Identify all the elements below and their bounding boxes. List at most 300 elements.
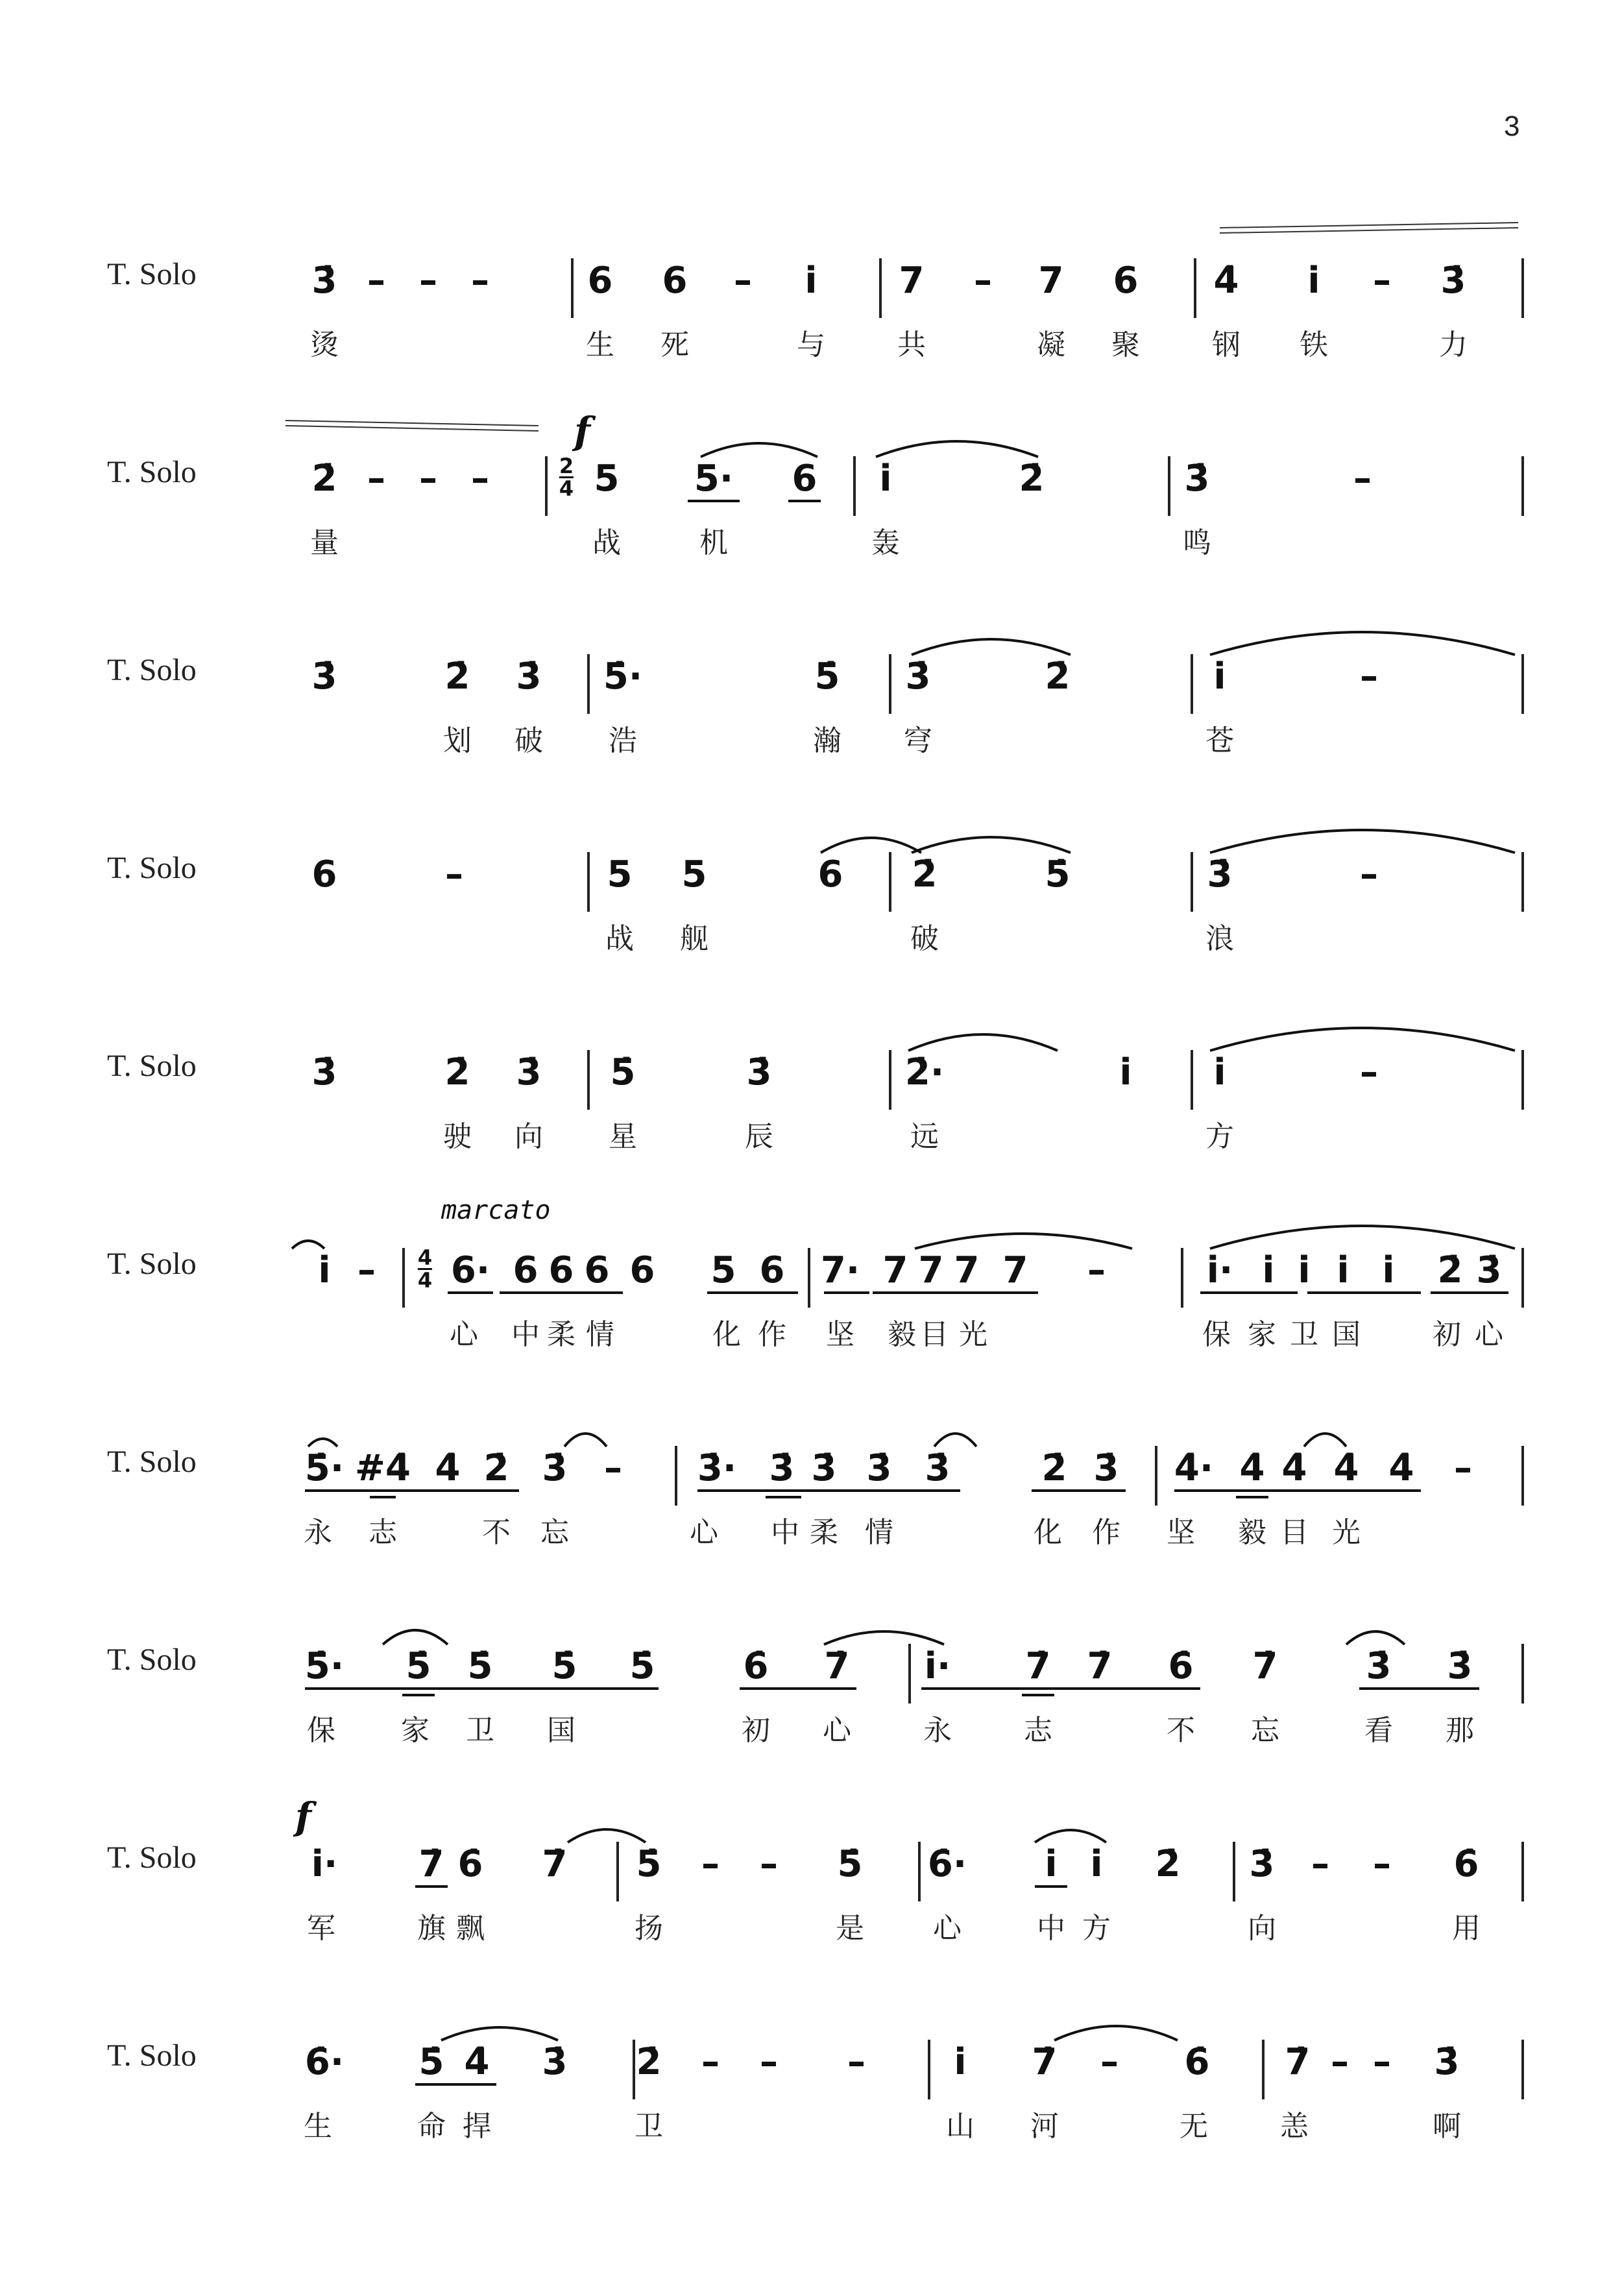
note: 6 (311, 853, 337, 896)
part-label: T. Solo (107, 1049, 197, 1083)
note: 6 (792, 458, 817, 500)
lyric-syllable: 破 (910, 922, 939, 955)
slur (1304, 1434, 1346, 1447)
note: 6 (587, 260, 613, 302)
note: 6· (450, 1249, 490, 1291)
lyric-syllable: 心 (690, 1516, 718, 1549)
lyric-syllable: 苍 (1205, 724, 1234, 757)
slur (308, 1439, 337, 1447)
lyric-syllable: 永 (304, 1516, 332, 1549)
barline (587, 852, 590, 912)
lyric-syllable: 卫 (466, 1714, 494, 1747)
score-system (0, 214, 1622, 409)
note: 7̇ (1032, 2041, 1058, 2083)
note: 7̇ (542, 1843, 568, 1885)
slur (876, 441, 1038, 457)
hairpin-line (1220, 223, 1518, 228)
note: 2̇ (444, 1051, 470, 1093)
barline (1521, 1644, 1524, 1704)
note: 2̇ (483, 1447, 509, 1489)
barline (889, 654, 891, 714)
note: 5̇ (551, 1645, 577, 1687)
note: 7̇ (1087, 1645, 1113, 1687)
extension-dash: – (419, 458, 437, 500)
note: 3̇ (1366, 1645, 1392, 1687)
barline (808, 1248, 810, 1308)
extension-dash: – (1360, 655, 1378, 698)
note: 4̇ (1388, 1447, 1414, 1489)
score-system (0, 409, 1622, 607)
lyric-syllable: 情 (586, 1318, 614, 1351)
note: i̇ (1119, 1051, 1132, 1093)
note: 7̇ (1025, 1645, 1051, 1687)
extension-dash: – (1311, 1843, 1329, 1885)
extension-dash: – (367, 260, 385, 302)
note: 3̇ (516, 655, 542, 698)
lyric-syllable: 化 (1034, 1516, 1062, 1549)
lyric-syllable: 远 (910, 1120, 939, 1153)
note: 7̇ (824, 1645, 850, 1687)
note: i̇ (1337, 1249, 1350, 1291)
slur (934, 1434, 976, 1447)
lyric-syllable: 目 (920, 1318, 949, 1351)
lyric-syllable: 目 (1280, 1516, 1309, 1549)
slur (824, 1631, 944, 1644)
lyric-syllable: 战 (592, 526, 621, 559)
note: 3̇ (1434, 2041, 1460, 2083)
lyric-syllable: 星 (609, 1120, 637, 1153)
slur (292, 1241, 324, 1249)
notation-marks (0, 1402, 1622, 1596)
barline (1521, 1842, 1524, 1901)
notation-marks (0, 610, 1622, 805)
extension-dash: – (760, 1843, 778, 1885)
note: 6̇ (743, 1645, 769, 1687)
note: i̇ (1307, 260, 1320, 302)
slur (1346, 1631, 1405, 1644)
lyric-syllable: 心 (823, 1714, 851, 1747)
lyric-syllable: 心 (933, 1912, 962, 1945)
note: 5̇ (610, 1051, 636, 1093)
barline (675, 1446, 677, 1506)
note: 2̇· (904, 1051, 945, 1093)
lyric-syllable: 聚 (1111, 328, 1140, 361)
score-system (0, 1006, 1622, 1201)
note: 4̇ (1333, 1447, 1359, 1489)
lyric-syllable: 生 (304, 2110, 332, 2143)
note: 3̇ (311, 260, 337, 302)
note: 7 (1038, 260, 1064, 302)
notation-marks (0, 214, 1622, 409)
note: 5̇· (603, 655, 643, 698)
note: 2̇ (1155, 1843, 1181, 1885)
time-signature: 2 4 (559, 454, 574, 501)
lyric-syllable: 军 (307, 1912, 335, 1945)
lyric-syllable: 河 (1030, 2110, 1059, 2143)
note: 5 (710, 1249, 736, 1291)
extension-dash: – (701, 1843, 720, 1885)
lyric-syllable: 不 (1167, 1714, 1195, 1747)
lyric-syllable: 方 (1082, 1912, 1111, 1945)
note: 2̇ (1041, 1447, 1067, 1489)
slur (912, 837, 1071, 853)
lyric-syllable: 忘 (540, 1516, 569, 1549)
barline (1521, 852, 1524, 912)
extension-dash: – (1373, 260, 1391, 302)
slur (701, 443, 817, 457)
lyric-syllable: 辰 (745, 1120, 773, 1153)
lyric-syllable: 家 (401, 1714, 430, 1747)
barline (1262, 2040, 1265, 2099)
part-label: T. Solo (107, 653, 197, 687)
lyric-syllable: 坚 (1167, 1516, 1195, 1549)
barline (1191, 852, 1193, 912)
lyric-syllable: 坚 (826, 1318, 854, 1351)
hairpin-line (285, 421, 539, 426)
lyric-syllable: 机 (699, 526, 728, 559)
slur (1210, 632, 1515, 655)
note: 6 (548, 1249, 574, 1291)
extension-dash: – (419, 260, 437, 302)
lyric-syllable: 中 (771, 1516, 799, 1549)
extension-dash: – (367, 458, 385, 500)
lyric-syllable: 向 (514, 1120, 543, 1153)
extension-dash: – (445, 853, 463, 896)
lyric-syllable: 永 (923, 1714, 952, 1747)
lyric-syllable: 旗 (417, 1912, 446, 1945)
lyric-syllable: 死 (660, 328, 689, 361)
note: 6̇ (1168, 1645, 1194, 1687)
lyric-syllable: 心 (1475, 1318, 1503, 1351)
note: 3̇ (311, 1051, 337, 1093)
extension-dash: – (1373, 2041, 1391, 2083)
lyric-syllable: 烫 (310, 328, 339, 361)
lyric-syllable: 战 (605, 922, 634, 955)
lyric-syllable: 量 (310, 526, 339, 559)
note: i̇ (1213, 655, 1226, 698)
part-label: T. Solo (107, 1840, 197, 1875)
extension-dash: – (1454, 1447, 1472, 1489)
barline (853, 456, 856, 516)
lyric-syllable: 山 (946, 2110, 974, 2143)
barline (928, 2040, 930, 2099)
part-label: T. Solo (107, 257, 197, 291)
part-label: T. Solo (107, 851, 197, 885)
barline (1521, 2040, 1524, 2099)
hairpin-line (285, 426, 539, 431)
extension-dash: – (1360, 853, 1378, 896)
note: 2̇ (311, 458, 337, 500)
lyric-syllable: 志 (369, 1516, 397, 1549)
note: 7 (1002, 1249, 1028, 1291)
barline (1155, 1446, 1157, 1506)
lyric-syllable: 恙 (1280, 2110, 1309, 2143)
score-system (0, 1204, 1622, 1398)
score-system (0, 610, 1622, 805)
dynamic-marking: f (574, 409, 590, 453)
lyric-syllable: 瀚 (813, 724, 841, 757)
lyric-syllable: 卫 (1290, 1318, 1318, 1351)
score-system (0, 1402, 1622, 1596)
note: 5 (594, 458, 620, 500)
barline (587, 654, 590, 714)
slur (441, 2027, 558, 2040)
slur (1054, 2026, 1178, 2040)
lyric-syllable: 情 (865, 1516, 893, 1549)
note: i̇ (1090, 1843, 1103, 1885)
slur (912, 639, 1071, 655)
page-number: 3 (1504, 110, 1520, 142)
part-label: T. Solo (107, 1247, 197, 1281)
lyric-syllable: 不 (482, 1516, 511, 1549)
part-label: T. Solo (107, 1445, 197, 1479)
notation-marks (0, 808, 1622, 1003)
part-label: T. Solo (107, 1643, 197, 1677)
barline (1233, 1842, 1235, 1901)
lyric-syllable: 钢 (1212, 328, 1241, 361)
lyric-syllable: 舰 (680, 922, 708, 955)
barline (1521, 654, 1524, 714)
extension-dash: – (974, 260, 992, 302)
lyric-syllable: 国 (1332, 1318, 1361, 1351)
slur (915, 1234, 1132, 1249)
slur (1210, 1226, 1515, 1249)
note: 6 (759, 1249, 785, 1291)
note: i̇· (924, 1645, 951, 1687)
lyric-syllable: 初 (1433, 1318, 1461, 1351)
barline (1181, 1248, 1183, 1308)
part-label: T. Solo (107, 2038, 197, 2073)
lyric-syllable: 生 (586, 328, 614, 361)
slur (1210, 830, 1515, 853)
score-system (0, 1996, 1622, 2190)
extension-dash: – (1087, 1249, 1106, 1291)
lyric-syllable: 用 (1452, 1912, 1481, 1945)
lyric-syllable: 穹 (904, 724, 932, 757)
note: 2̇ (636, 2041, 662, 2083)
lyric-syllable: 保 (307, 1714, 335, 1747)
lyric-syllable: 轰 (871, 526, 900, 559)
note: 5 (681, 853, 707, 896)
slur (383, 1630, 448, 1644)
lyric-syllable: 扬 (635, 1912, 663, 1945)
note: 7̇ (1285, 2041, 1311, 2083)
notation-marks (0, 409, 1622, 607)
extension-dash: – (357, 1249, 376, 1291)
note: i̇ (954, 2041, 967, 2083)
notation-marks (0, 1600, 1622, 1794)
lyric-syllable: 柔 (810, 1516, 838, 1549)
note: 3̇ (925, 1447, 950, 1489)
extension-dash: – (847, 2041, 865, 2083)
barline (889, 852, 891, 912)
note: 3̇ (1440, 260, 1466, 302)
lyric-syllable: 与 (797, 328, 825, 361)
barline (587, 1050, 590, 1110)
lyric-syllable: 浩 (609, 724, 637, 757)
extension-dash: – (1373, 1843, 1391, 1885)
lyric-syllable: 鸣 (1183, 526, 1211, 559)
notation-marks (0, 1794, 1622, 1992)
note: 7 (899, 260, 925, 302)
note: 5· (694, 458, 734, 500)
lyric-syllable: 忘 (1251, 1714, 1279, 1747)
note: 4̇· (1174, 1447, 1214, 1489)
slur (821, 838, 921, 853)
note: i̇· (1206, 1249, 1233, 1291)
note: 5̇ (837, 1843, 863, 1885)
lyric-syllable: 划 (443, 724, 472, 757)
note: 3̇ (542, 1447, 568, 1489)
note: i̇ (1382, 1249, 1395, 1291)
note: 7̇ (418, 1843, 444, 1885)
barline (616, 1842, 619, 1901)
note: 6̇ (1453, 1843, 1479, 1885)
lyric-syllable: 铁 (1300, 328, 1328, 361)
note: 5̇ (406, 1645, 431, 1687)
lyric-syllable: 初 (742, 1714, 770, 1747)
lyric-syllable: 毅 (1238, 1516, 1266, 1549)
lyric-syllable: 光 (959, 1318, 987, 1351)
barline (918, 1842, 921, 1901)
note: 2̇ (912, 853, 938, 896)
lyric-syllable: 啊 (1433, 2110, 1461, 2143)
barline (402, 1248, 405, 1308)
expression-text: marcato (441, 1195, 551, 1225)
note: 3̇ (1476, 1249, 1502, 1291)
barline (879, 258, 882, 318)
note: 4̇ (464, 2041, 490, 2083)
note: 6̇· (304, 2041, 345, 2083)
note: 6̇ (457, 1843, 483, 1885)
note: 3̇ (746, 1051, 772, 1093)
note: 3̇ (1207, 853, 1233, 896)
note: 3̇ (1249, 1843, 1275, 1885)
note: 2̇ (1019, 458, 1045, 500)
note: 2̇ (1437, 1249, 1463, 1291)
lyric-syllable: 志 (1024, 1714, 1052, 1747)
lyric-syllable: 驶 (443, 1120, 472, 1153)
lyric-syllable: 捍 (463, 2110, 491, 2143)
note: 5̇· (304, 1447, 345, 1489)
note: i̇ (1298, 1249, 1311, 1291)
note: 6̇ (1184, 2041, 1210, 2083)
barline (571, 258, 574, 318)
score-system (0, 808, 1622, 1003)
lyric-syllable: 那 (1446, 1714, 1474, 1747)
extension-dash: – (734, 260, 752, 302)
lyric-syllable: 光 (1332, 1516, 1361, 1549)
note: 3̇ (311, 655, 337, 698)
slur (568, 1829, 646, 1842)
note: 2̇ (444, 655, 470, 698)
extension-dash: – (1353, 458, 1372, 500)
barline (1521, 1248, 1524, 1308)
barline (1521, 1050, 1524, 1110)
lyric-syllable: 飘 (456, 1912, 485, 1945)
extension-dash: – (471, 458, 489, 500)
extension-dash: – (701, 2041, 720, 2083)
note: 7 (954, 1249, 980, 1291)
slur (1210, 1028, 1515, 1051)
note: 6 (662, 260, 688, 302)
lyric-syllable: 心 (450, 1318, 478, 1351)
note: 6 (629, 1249, 655, 1291)
note: 3̇· (697, 1447, 737, 1489)
note: 6 (513, 1249, 539, 1291)
dynamic-marking: f (295, 1794, 311, 1838)
barline (1521, 258, 1524, 318)
lyric-syllable: 作 (758, 1318, 786, 1351)
lyric-syllable: 凝 (1037, 328, 1065, 361)
slur (1035, 1830, 1106, 1842)
notation-marks (0, 1996, 1622, 2190)
lyric-syllable: 中 (511, 1318, 540, 1351)
note: i̇ (318, 1249, 331, 1291)
extension-dash: – (1331, 2041, 1349, 2083)
note: 3̇ (866, 1447, 892, 1489)
lyric-syllable: 方 (1205, 1120, 1234, 1153)
barline (1521, 456, 1524, 516)
extension-dash: – (604, 1447, 622, 1489)
note: 3̇ (1093, 1447, 1119, 1489)
note: 3̇ (811, 1447, 837, 1489)
notation-marks (0, 1204, 1622, 1398)
score-system (0, 1600, 1622, 1794)
notation-marks (0, 1006, 1622, 1201)
note: 7 (882, 1249, 908, 1291)
lyric-syllable: 共 (897, 328, 926, 361)
lyric-syllable: 化 (712, 1318, 741, 1351)
note: 4̇ (1213, 260, 1239, 302)
note: 6 (584, 1249, 610, 1291)
note: 5̇ (636, 1843, 662, 1885)
note: 5̇· (304, 1645, 345, 1687)
barline (889, 1050, 891, 1110)
lyric-syllable: 力 (1439, 328, 1468, 361)
note: 4̇ (1281, 1447, 1307, 1489)
lyric-syllable: 无 (1180, 2110, 1208, 2143)
lyric-syllable: 看 (1364, 1714, 1393, 1747)
lyric-syllable: 向 (1248, 1912, 1276, 1945)
note: 2̇ (1045, 655, 1071, 698)
note: i̇· (311, 1843, 338, 1885)
lyric-syllable: 作 (1092, 1516, 1120, 1549)
note: 3̇ (516, 1051, 542, 1093)
part-label: T. Solo (107, 455, 197, 489)
note: 3̇ (1184, 458, 1210, 500)
note: 7· (820, 1249, 860, 1291)
slur (908, 1034, 1058, 1051)
lyric-syllable: 柔 (547, 1318, 575, 1351)
barline (1191, 1050, 1193, 1110)
lyric-syllable: 浪 (1205, 922, 1234, 955)
note: 3̇ (1447, 1645, 1473, 1687)
note: 5̇ (467, 1645, 493, 1687)
note: 5̇ (629, 1645, 655, 1687)
lyric-syllable: 破 (514, 724, 543, 757)
barline (545, 456, 548, 516)
note: 3̇ (542, 2041, 568, 2083)
note: i̇ (1262, 1249, 1275, 1291)
extension-dash: – (760, 2041, 778, 2083)
note: 7 (918, 1249, 944, 1291)
score-system (0, 1794, 1622, 1992)
barline (633, 2040, 635, 2099)
lyric-syllable: 命 (417, 2110, 446, 2143)
note: i̇ (1213, 1051, 1226, 1093)
note: i̇ (1045, 1843, 1058, 1885)
